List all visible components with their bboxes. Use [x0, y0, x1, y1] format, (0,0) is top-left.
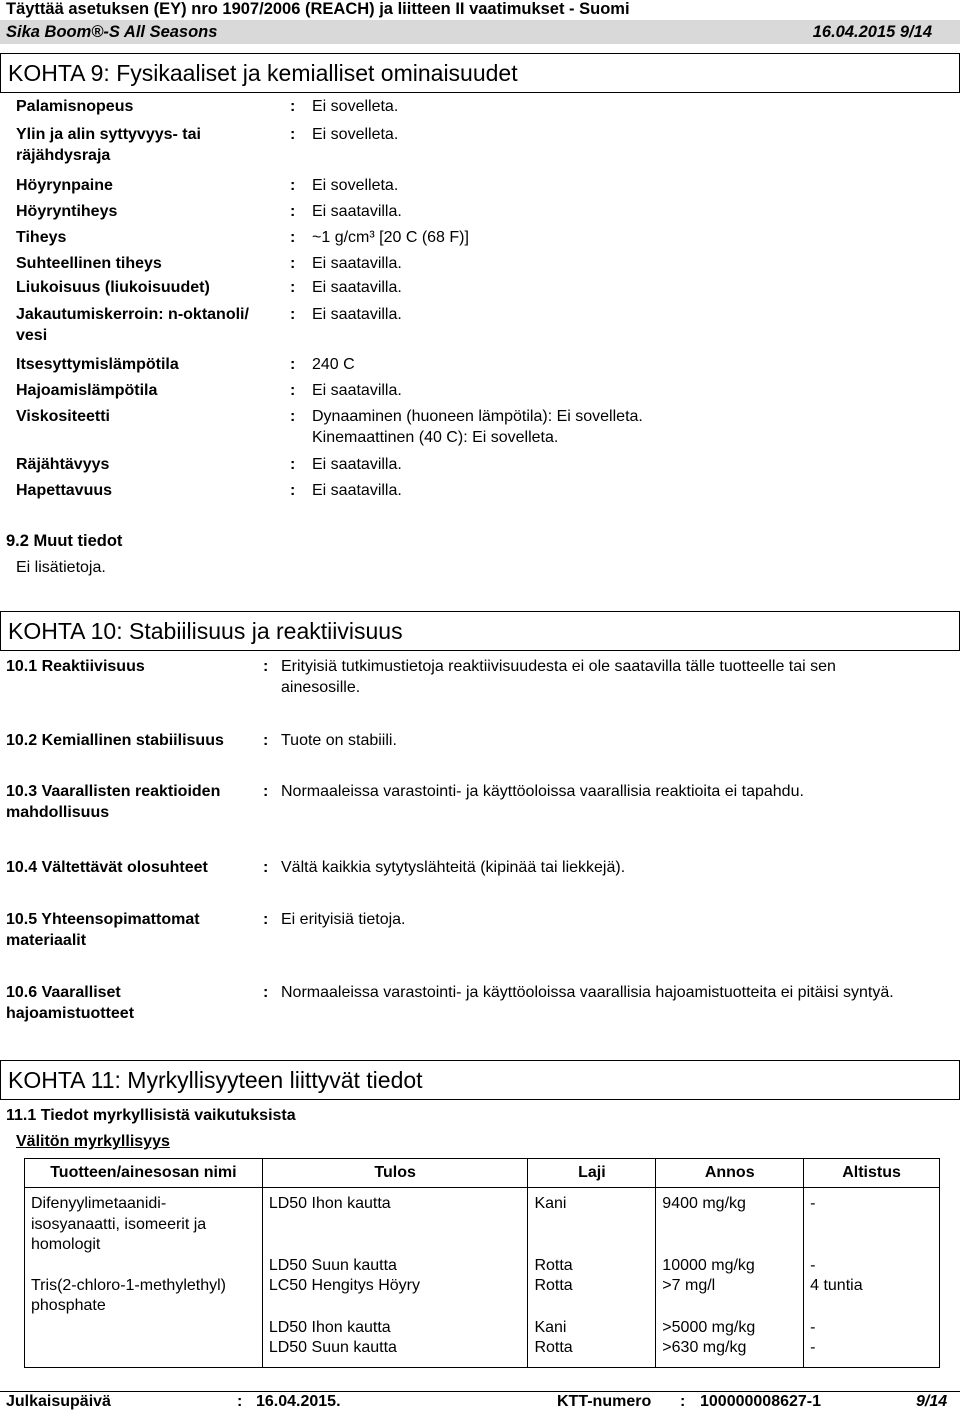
reactivity-value: Normaaleissa varastointi- ja käyttöoloissa vaarallisia reaktioita ei tapahdu.: [281, 783, 804, 800]
name-line: phosphate: [31, 1297, 106, 1314]
property-value: Ei saatavilla.: [312, 482, 402, 499]
acute-toxicity-title: Välitön myrkyllisyys: [16, 1133, 170, 1150]
subsection-11-1-title: 11.1 Tiedot myrkyllisistä vaikutuksista: [6, 1107, 296, 1124]
annos-line: >630 mg/kg: [662, 1339, 747, 1356]
property-value: Ei sovelleta.: [312, 98, 399, 115]
property-label: Ylin ja alin syttyvyys- tai: [16, 126, 201, 143]
property-label: Hajoamislämpötila: [16, 382, 158, 399]
reactivity-colon: :: [263, 859, 269, 876]
section-9-heading: [0, 53, 960, 93]
property-colon: :: [290, 482, 296, 499]
property-colon: :: [290, 279, 296, 296]
col-header-name: Tuotteen/ainesosan nimi: [25, 1159, 263, 1188]
reactivity-value-line2: ainesosille.: [281, 679, 361, 696]
tulos-line: LD50 Ihon kautta: [268, 1195, 391, 1212]
name-line: isosyanaatti, isomeerit ja: [31, 1215, 207, 1233]
property-label: Räjähtävyys: [16, 456, 110, 473]
altistus-line: -: [810, 1318, 816, 1336]
reactivity-label-line2: hajoamistuotteet: [6, 1005, 135, 1022]
property-colon: :: [290, 408, 296, 425]
property-label: Suhteellinen tiheys: [16, 255, 162, 272]
property-value: Ei sovelleta.: [312, 126, 399, 143]
altistus-line: -: [810, 1256, 816, 1274]
product-header-bar: [0, 20, 960, 44]
footer-date-value: 16.04.2015.: [256, 1393, 341, 1410]
reactivity-label: 10.3 Vaarallisten reaktioiden: [6, 783, 221, 800]
property-colon: :: [290, 382, 296, 399]
property-value-line2: Kinemaattinen (40 C): Ei sovelleta.: [312, 429, 559, 446]
property-label: Jakautumiskerroin: n-oktanoli/: [16, 306, 249, 323]
footer-date-label: Julkaisupäivä: [6, 1393, 111, 1410]
cell-annos: [656, 1188, 804, 1368]
property-value: Ei saatavilla.: [312, 255, 402, 272]
reactivity-value: Erityisiä tutkimustietoja reaktiivisuudesta ei ole saatavilla tälle tuotteelle tai sen: [281, 658, 836, 675]
property-colon: :: [290, 229, 296, 246]
property-value: Ei saatavilla.: [312, 382, 402, 399]
reactivity-colon: :: [263, 783, 269, 800]
laji-line: Rotta: [534, 1277, 573, 1294]
table-row: [25, 1188, 940, 1368]
acute-toxicity-table: [24, 1158, 940, 1368]
property-label: Hapettavuus: [16, 482, 113, 499]
property-value: Ei saatavilla.: [312, 306, 402, 323]
section-10-title: KOHTA 10: Stabiilisuus ja reaktiivisuus: [8, 618, 403, 644]
footer-page: 9/14: [916, 1393, 948, 1410]
section-10-heading: [0, 611, 960, 651]
reactivity-value: Ei erityisiä tietoja.: [281, 911, 406, 928]
property-label-line2: vesi: [16, 327, 48, 344]
tulos-line: LD50 Ihon kautta: [268, 1318, 391, 1336]
reactivity-label: 10.4 Vältettävät olosuhteet: [6, 859, 208, 876]
subsection-9-2-text: Ei lisätietoja.: [16, 559, 106, 576]
property-label: Viskositeetti: [16, 408, 110, 425]
footer-ktt-value: 100000008627-1: [700, 1393, 822, 1410]
cell-laji: [528, 1188, 656, 1368]
col-header-annos: Annos: [656, 1159, 804, 1188]
altistus-line: -: [810, 1339, 816, 1356]
reactivity-label: 10.5 Yhteensopimattomat: [6, 911, 200, 928]
footer-ktt-label: KTT-numero: [557, 1393, 652, 1410]
property-value: Ei saatavilla.: [312, 203, 402, 220]
reactivity-colon: :: [263, 911, 269, 928]
laji-line: Kani: [534, 1195, 567, 1212]
name-line: Tris(2-chloro-1-methylethyl): [31, 1276, 226, 1294]
section-9-title: KOHTA 9: Fysikaaliset ja kemialliset ominaisuudet: [8, 60, 518, 86]
footer-colon: :: [680, 1393, 686, 1410]
reactivity-label: 10.6 Vaaralliset: [6, 984, 121, 1001]
name-line: Difenyylimetaanidi-: [31, 1195, 167, 1212]
date-page: 16.04.2015 9/14: [812, 23, 932, 41]
footer-colon: :: [237, 1393, 243, 1410]
property-label: Liukoisuus (liukoisuudet): [16, 279, 210, 296]
altistus-line: 4 tuntia: [810, 1277, 863, 1294]
property-value: ~1 g/cm³ [20 C (68 F)]: [312, 229, 469, 246]
property-value: Ei saatavilla.: [312, 456, 402, 473]
cell-altistus: [804, 1188, 940, 1368]
tulos-line: LD50 Suun kautta: [268, 1256, 397, 1274]
reactivity-label: 10.1 Reaktiivisuus: [6, 658, 145, 675]
product-name: Sika Boom®-S All Seasons: [6, 23, 218, 41]
property-colon: :: [290, 306, 296, 323]
regulation-header: Täyttää asetuksen (EY) nro 1907/2006 (REACH) ja liitteen II vaatimukset - Suomi: [6, 0, 630, 18]
property-colon: :: [290, 203, 296, 220]
reactivity-colon: :: [263, 658, 269, 675]
footer-rule: [0, 1391, 960, 1392]
reactivity-colon: :: [263, 732, 269, 749]
property-value: Ei saatavilla.: [312, 279, 402, 296]
reactivity-label-line2: materiaalit: [6, 932, 87, 949]
reactivity-value: Vältä kaikkia sytytyslähteitä (kipinää tai liekkejä).: [281, 859, 626, 876]
reactivity-label: 10.2 Kemiallinen stabiilisuus: [6, 732, 224, 749]
altistus-line: -: [810, 1195, 816, 1212]
section-11-title: KOHTA 11: Myrkyllisyyteen liittyvät tiedot: [8, 1067, 423, 1093]
reactivity-value: Tuote on stabiili.: [281, 732, 397, 749]
property-label: Itsesyttymislämpötila: [16, 356, 179, 373]
col-header-tulos: Tulos: [262, 1159, 528, 1188]
col-header-laji: Laji: [528, 1159, 656, 1188]
property-label-line2: räjähdysraja: [16, 147, 111, 164]
tulos-line: LC50 Hengitys Höyry: [268, 1277, 420, 1294]
property-colon: :: [290, 177, 296, 194]
property-colon: :: [290, 255, 296, 272]
property-value: Ei sovelleta.: [312, 177, 399, 194]
property-label: Höyryntiheys: [16, 203, 118, 220]
laji-line: Rotta: [534, 1256, 573, 1274]
property-label: Höyrynpaine: [16, 177, 113, 194]
tulos-line: LD50 Suun kautta: [268, 1339, 397, 1356]
table-header-row: [25, 1159, 940, 1188]
property-colon: :: [290, 456, 296, 473]
property-colon: :: [290, 98, 296, 115]
annos-line: 10000 mg/kg: [662, 1256, 755, 1274]
laji-line: Rotta: [534, 1339, 573, 1356]
property-colon: :: [290, 126, 296, 143]
annos-line: >7 mg/l: [662, 1277, 716, 1294]
subsection-9-2-title: 9.2 Muut tiedot: [6, 532, 123, 550]
annos-line: 9400 mg/kg: [662, 1195, 746, 1212]
reactivity-value: Normaaleissa varastointi- ja käyttöoloissa vaarallisia hajoamistuotteita ei pitäisi syntyä.: [281, 984, 894, 1001]
reactivity-colon: :: [263, 984, 269, 1001]
cell-name: [25, 1188, 263, 1368]
name-line: homologit: [31, 1236, 101, 1253]
property-label: Palamisnopeus: [16, 98, 134, 115]
section-11-heading: [0, 1060, 960, 1100]
property-value: 240 C: [312, 356, 355, 373]
property-label: Tiheys: [16, 229, 67, 246]
reactivity-label-line2: mahdollisuus: [6, 804, 110, 821]
cell-tulos: [262, 1188, 528, 1368]
property-colon: :: [290, 356, 296, 373]
laji-line: Kani: [534, 1318, 567, 1336]
col-header-altistus: Altistus: [804, 1159, 940, 1188]
property-value: Dynaaminen (huoneen lämpötila): Ei sovelleta.: [312, 408, 643, 425]
annos-line: >5000 mg/kg: [662, 1318, 756, 1336]
